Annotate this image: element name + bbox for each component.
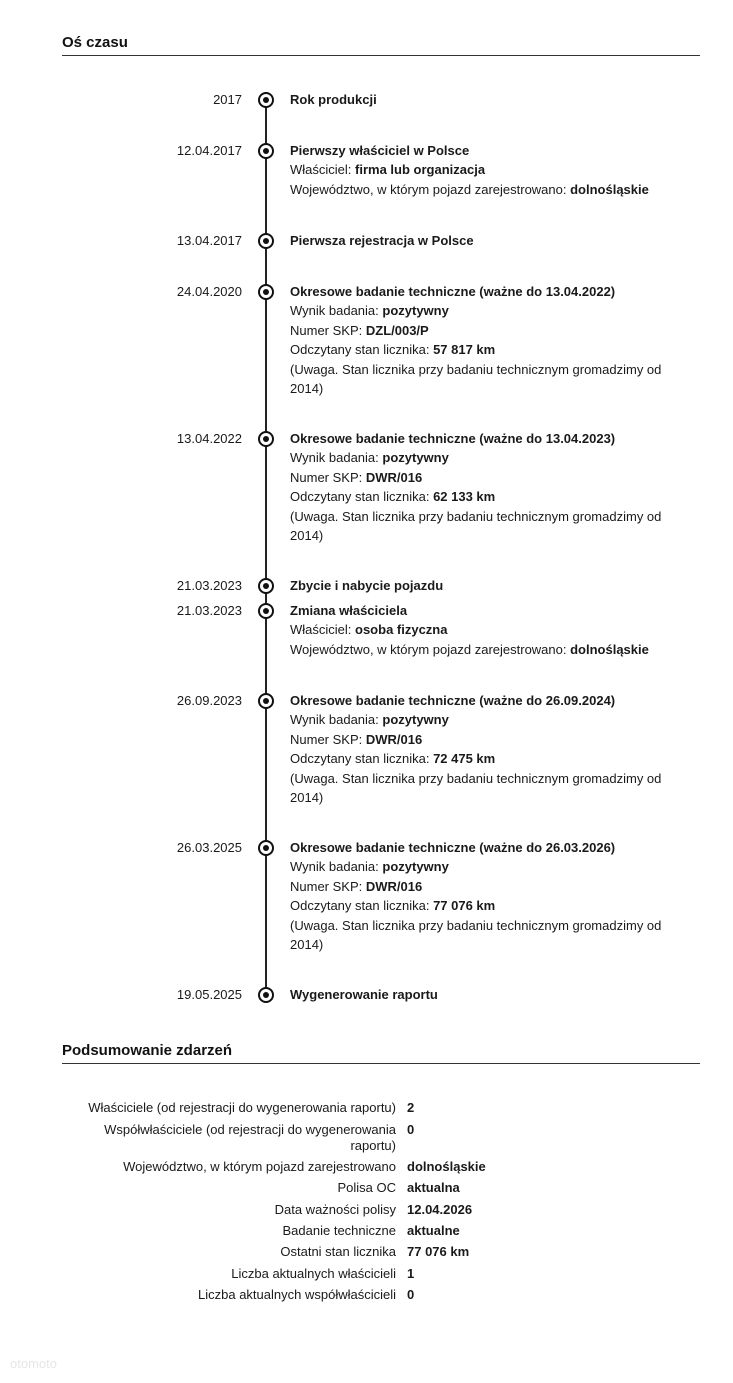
event-line-value: pozytywny xyxy=(382,859,449,875)
event-line-value: pozytywny xyxy=(382,712,449,728)
event-line-label: Odczytany stan licznika: xyxy=(290,898,434,914)
event-title: Okresowe badanie techniczne (ważne do 13.04.2022) xyxy=(290,284,616,299)
event-title: Okresowe badanie techniczne (ważne do 26.09.2024) xyxy=(290,693,616,708)
event-line-label: Wynik badania: xyxy=(290,859,383,875)
event-date: 19.05.2025 xyxy=(176,987,242,1002)
timeline-dot-icon xyxy=(258,840,274,856)
event-title: Pierwszy właściciel w Polsce xyxy=(290,143,470,158)
event-line-value: pozytywny xyxy=(382,450,449,466)
timeline-dot-icon xyxy=(258,92,274,108)
event-line-value: dolnośląskie xyxy=(570,181,649,197)
event-line-label: Wynik badania: xyxy=(290,712,383,728)
event-line-value: firma lub organizacja xyxy=(355,162,486,178)
summary-value: 12.04.2026 xyxy=(407,1202,473,1217)
summary-label: Właściciele (od rejestracji do wygenerowania raportu) xyxy=(88,1100,396,1115)
summary-label: Polisa OC xyxy=(337,1180,396,1195)
event-line-label: Numer SKP: xyxy=(290,878,366,894)
summary-value: 1 xyxy=(407,1266,415,1281)
summary-label: Województwo, w którym pojazd zarejestrowano xyxy=(123,1159,396,1174)
summary-title: Podsumowanie zdarzeń xyxy=(62,1042,700,1064)
summary-value: aktualne xyxy=(407,1223,460,1238)
event-line-value: osoba fizyczna xyxy=(355,622,448,638)
event-note: (Uwaga. Stan licznika przy badaniu technicznym gromadzimy od 2014) xyxy=(290,361,662,397)
event-line-value: DZL/003/P xyxy=(365,322,429,338)
event-title: Pierwsza rejestracja w Polsce xyxy=(290,233,474,248)
summary-label: Liczba aktualnych współwłaścicieli xyxy=(198,1287,396,1302)
event-line-label: Numer SKP: xyxy=(290,731,366,747)
summary-label: Data ważności polisy xyxy=(274,1202,396,1217)
event-date: 26.03.2025 xyxy=(176,840,242,855)
event-line-value: DWR/016 xyxy=(365,731,423,747)
event-note: (Uwaga. Stan licznika przy badaniu technicznym gromadzimy od 2014) xyxy=(290,917,662,953)
event-line-value: 62 133 km xyxy=(433,489,496,505)
summary-label: Współwłaściciele (od rejestracji do wygenerowania raportu) xyxy=(104,1122,396,1153)
summary-value: dolnośląskie xyxy=(407,1159,486,1174)
event-date: 24.04.2020 xyxy=(176,284,242,299)
event-line-value: 77 076 km xyxy=(433,898,496,914)
event-line-label: Wynik badania: xyxy=(290,450,383,466)
event-line-label: Województwo, w którym pojazd zarejestrowano: xyxy=(290,641,571,657)
event-line-label: Odczytany stan licznika: xyxy=(290,342,434,358)
timeline-dot-icon xyxy=(258,603,274,619)
event-date: 2017 xyxy=(213,92,242,107)
summary-value: 0 xyxy=(407,1122,415,1137)
event-date: 26.09.2023 xyxy=(176,693,242,708)
event-date: 21.03.2023 xyxy=(176,603,242,618)
timeline-dot-icon xyxy=(258,987,274,1003)
watermark-logo: otomoto xyxy=(10,1356,57,1371)
event-date: 12.04.2017 xyxy=(176,143,242,158)
timeline-dot-icon xyxy=(258,143,274,159)
event-title: Wygenerowanie raportu xyxy=(290,987,438,1002)
timeline-dot-icon xyxy=(258,693,274,709)
event-title: Rok produkcji xyxy=(290,92,377,107)
event-line-label: Wynik badania: xyxy=(290,303,383,319)
summary-value: aktualna xyxy=(407,1180,460,1195)
event-line-label: Województwo, w którym pojazd zarejestrowano: xyxy=(290,181,571,197)
summary-value: 0 xyxy=(407,1287,415,1302)
summary-value: 77 076 km xyxy=(407,1244,470,1259)
timeline-dot-icon xyxy=(258,431,274,447)
event-date: 13.04.2017 xyxy=(176,233,242,248)
event-line-label: Numer SKP: xyxy=(290,469,366,485)
summary-label: Ostatni stan licznika xyxy=(280,1244,396,1259)
event-line-value: 57 817 km xyxy=(433,342,496,358)
event-line-label: Właściciel: xyxy=(290,162,356,178)
event-line-value: 72 475 km xyxy=(433,751,496,767)
event-title: Zbycie i nabycie pojazdu xyxy=(290,578,444,593)
event-line-value: pozytywny xyxy=(382,303,449,319)
timeline-dot-icon xyxy=(258,284,274,300)
event-line-value: DWR/016 xyxy=(365,878,423,894)
timeline-dot-icon xyxy=(258,233,274,249)
event-date: 21.03.2023 xyxy=(176,578,242,593)
timeline-dot-icon xyxy=(258,578,274,594)
event-line-value: DWR/016 xyxy=(365,469,423,485)
event-title: Okresowe badanie techniczne (ważne do 26.03.2026) xyxy=(290,840,616,855)
summary-label: Liczba aktualnych właścicieli xyxy=(231,1266,396,1281)
timeline-title: Oś czasu xyxy=(62,34,700,56)
event-note: (Uwaga. Stan licznika przy badaniu technicznym gromadzimy od 2014) xyxy=(290,770,662,806)
event-line-label: Właściciel: xyxy=(290,622,356,638)
event-note: (Uwaga. Stan licznika przy badaniu technicznym gromadzimy od 2014) xyxy=(290,508,662,544)
event-title: Okresowe badanie techniczne (ważne do 13.04.2023) xyxy=(290,431,616,446)
event-line-label: Odczytany stan licznika: xyxy=(290,751,434,767)
event-title: Zmiana właściciela xyxy=(290,603,408,618)
summary-label: Badanie techniczne xyxy=(282,1223,396,1238)
event-line-label: Odczytany stan licznika: xyxy=(290,489,434,505)
event-line-label: Numer SKP: xyxy=(290,322,366,338)
summary-value: 2 xyxy=(407,1100,415,1115)
event-line-value: dolnośląskie xyxy=(570,641,649,657)
event-date: 13.04.2022 xyxy=(176,431,242,446)
